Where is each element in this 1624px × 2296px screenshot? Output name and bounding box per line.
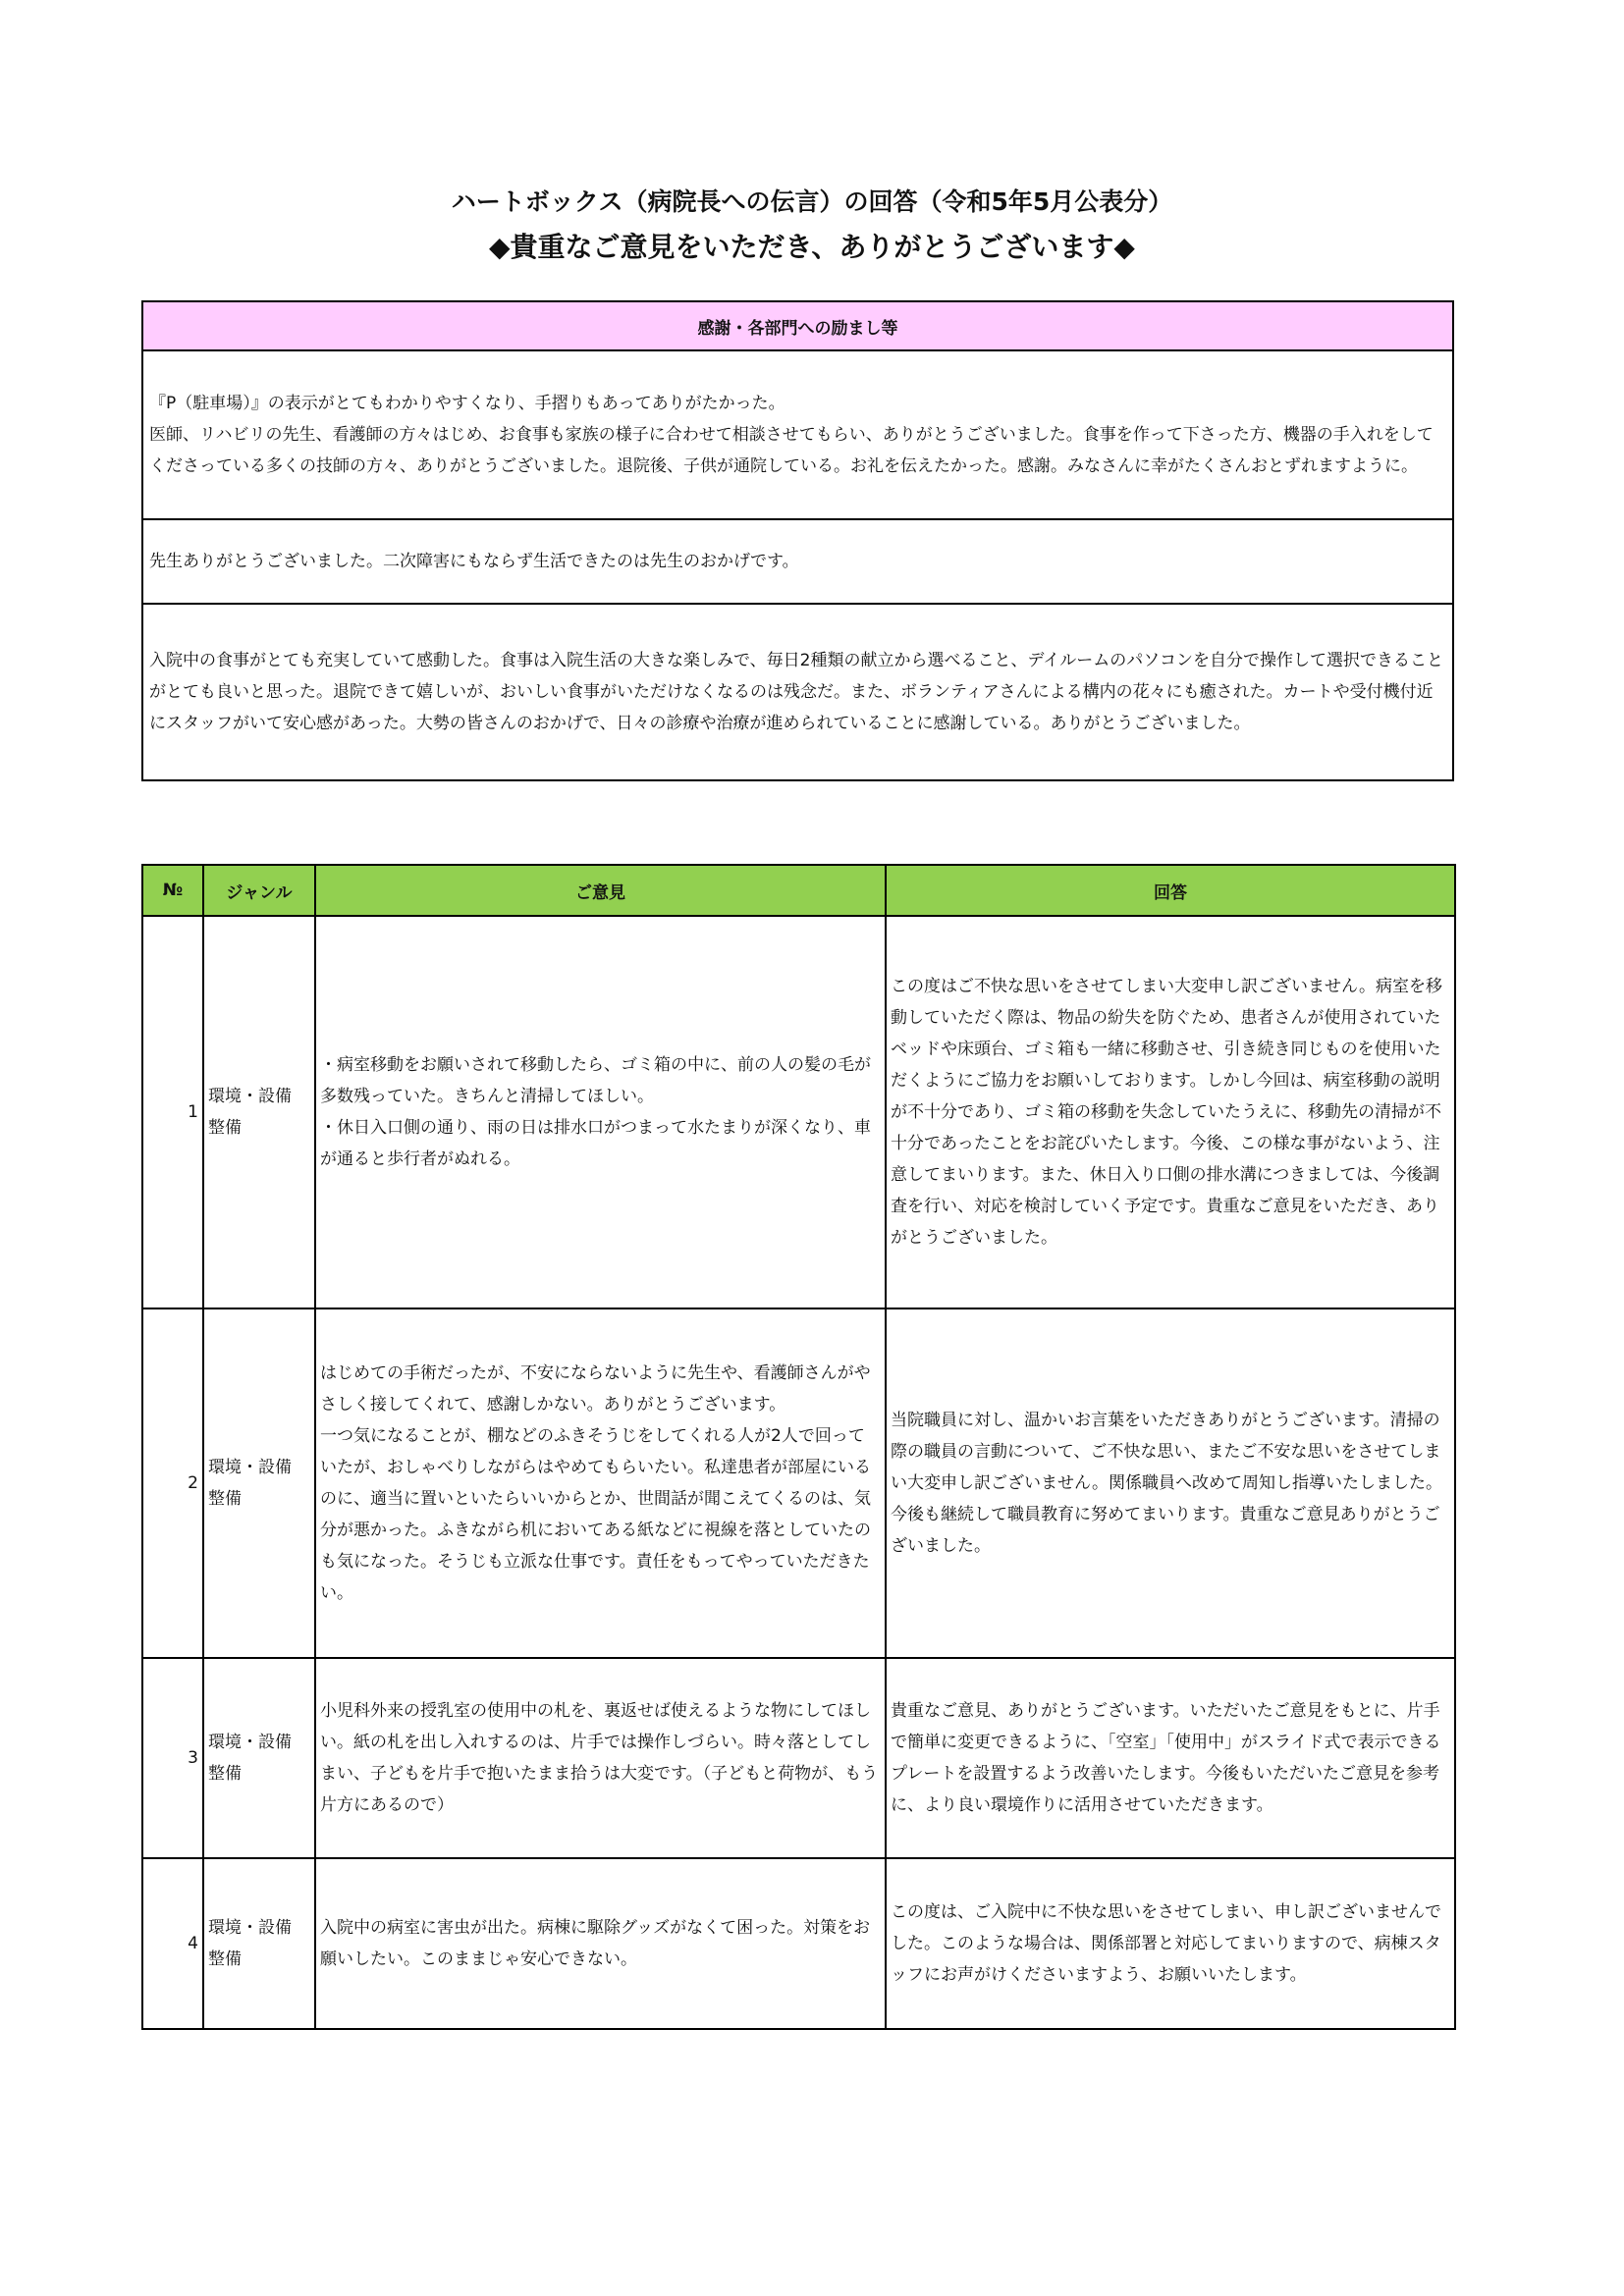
opinions-header-row — [142, 865, 1455, 916]
thanks-row — [142, 604, 1453, 780]
row-answer — [886, 1308, 1455, 1658]
row-answer — [886, 916, 1455, 1308]
thanks-message — [142, 519, 1453, 604]
header-opinion: ご意見 — [315, 865, 886, 916]
row-answer-text: この度は、ご入院中に不快な思いをさせてしまい、申し訳ございませんでした。このような場合は、関係部署と対応してまいりますので、病棟スタッフにお声がけくださいますよう、お願いいたします。 — [891, 1902, 1441, 1985]
page-title: ハートボックス（病院長への伝言）の回答（令和5年5月公表分） — [451, 187, 1173, 216]
table-row — [142, 1658, 1455, 1858]
header-answer: 回答 — [886, 865, 1455, 916]
row-opinion — [315, 916, 886, 1308]
row-genre — [203, 916, 315, 1308]
page-subtitle: ◆貴重なご意見をいただき、ありがとうございます◆ — [489, 231, 1135, 263]
thanks-message-text: 『P（駐車場）』の表示がとてもわかりやすくなり、手摺りもあってありがたかった。 医師、リハビリの先生、看護師の方々はじめ、お食事も家族の様子に合わせて相談させてもらい、ありがとうございました。食事を作って下さった方、機器の手入れをしてくださっている多くの技師の方々、ありがとうございました。退院後、子供が通院している。お礼を伝えたかった。感謝。みなさんに幸がたくさんおとずれますように。 — [149, 394, 1434, 476]
row-no: 1 — [142, 916, 203, 1308]
thanks-heading: 感謝・各部門への励まし等 — [142, 301, 1453, 350]
table-row — [142, 1858, 1455, 2029]
row-genre-text: 環境・設備 整備 — [208, 1458, 292, 1509]
row-genre — [203, 1858, 315, 2029]
row-opinion — [315, 1308, 886, 1658]
header-genre: ジャンル — [203, 865, 315, 916]
row-answer-text: 貴重なご意見、ありがとうございます。いただいたご意見をもとに、片手で簡単に変更できるように、「空室」「使用中」がスライド式で表示できるプレートを設置するよう改善いたします。今後もいただいたご意見を参考に、より良い環境作りに活用させていただきます。 — [891, 1701, 1441, 1815]
thanks-row — [142, 350, 1453, 519]
thanks-header-row — [142, 301, 1453, 350]
table-row — [142, 916, 1455, 1308]
row-answer-text: 当院職員に対し、温かいお言葉をいただきありがとうございます。清掃の際の職員の言動について、ご不快な思い、またご不安な思いをさせてしまい大変申し訳ございません。関係職員へ改めて周知し指導いたしました。今後も継続して職員教育に努めてまいります。貴重なご意見ありがとうございました。 — [891, 1411, 1443, 1556]
row-genre-text: 環境・設備 整備 — [208, 1087, 292, 1138]
row-genre — [203, 1308, 315, 1658]
row-no: 4 — [142, 1858, 203, 2029]
thanks-message — [142, 350, 1453, 519]
thanks-row — [142, 519, 1453, 604]
thanks-message — [142, 604, 1453, 780]
row-genre — [203, 1658, 315, 1858]
row-opinion-text: 入院中の病室に害虫が出た。病棟に駆除グッズがなくて困った。対策をお願いしたい。このままじゃ安心できない。 — [320, 1918, 871, 1969]
row-no: 3 — [142, 1658, 203, 1858]
row-opinion — [315, 1658, 886, 1858]
table-row — [142, 1308, 1455, 1658]
row-answer — [886, 1658, 1455, 1858]
row-answer-text: この度はご不快な思いをさせてしまい大変申し訳ございません。病室を移動していただく際は、物品の紛失を防ぐため、患者さんが使用されていたベッドや床頭台、ゴミ箱も一緒に移動させ、引き続き同じものを使用いただくようにご協力をお願いしております。しかし今回は、病室移動の説明が不十分であり、ゴミ箱の移動を失念していたうえに、移動先の清掃が不十分であったことをお詫びいたします。今後、この様な事がないよう、注意してまいります。また、休日入り口側の排水溝につきましては、今後調査を行い、対応を検討していく予定です。貴重なご意見をいただき、ありがとうございました。 — [891, 977, 1443, 1248]
row-opinion-text: はじめての手術だったが、不安にならないように先生や、看護師さんがやさしく接してくれて、感謝しかない。ありがとうございます。 一つ気になることが、棚などのふきそうじをしてくれる人が2人で回っていたが、おしゃべりしながらはやめてもらいたい。私達患者が部屋にいるのに、適当に置いといたらいいからとか、世間話が聞こえてくるのは、気分が悪かった。ふきながら机においてある紙などに視線を落としていたのも気になった。そうじも立派な仕事です。責任をもってやっていただきたい。 — [320, 1363, 871, 1603]
row-genre-text: 環境・設備 整備 — [208, 1733, 292, 1784]
row-genre-text: 環境・設備 整備 — [208, 1918, 292, 1969]
row-opinion-text: ・病室移動をお願いされて移動したら、ゴミ箱の中に、前の人の髪の毛が多数残っていた。きちんと清掃してほしい。 ・休日入口側の通り、雨の日は排水口がつまって水たまりが深くなり、車が通ると歩行者がぬれる。 — [320, 1055, 871, 1169]
row-answer — [886, 1858, 1455, 2029]
opinions-table — [141, 864, 1456, 2030]
row-no: 2 — [142, 1308, 203, 1658]
thanks-message-text: 入院中の食事がとても充実していて感動した。食事は入院生活の大きな楽しみで、毎日2種類の献立から選べること、デイルームのパソコンを自分で操作して選択できることがとても良いと思った。退院できて嬉しいが、おいしい食事がいただけなくなるのは残念だ。また、ボランティアさんによる構内の花々にも癒された。カートや受付機付近にスタッフがいて安心感があった。大勢の皆さんのおかげで、日々の診療や治療が進められていることに感謝している。ありがとうございました。 — [149, 651, 1443, 733]
thanks-message-text: 先生ありがとうございました。二次障害にもならず生活できたのは先生のおかげです。 — [149, 552, 799, 571]
header-no: № — [142, 865, 203, 916]
row-opinion-text: 小児科外来の授乳室の使用中の札を、裏返せば使えるような物にしてほしい。紙の札を出し入れするのは、片手では操作しづらい。時々落としてしまい、子どもを片手で抱いたまま拾うは大変です。（子どもと荷物が、もう片方にあるので） — [320, 1701, 879, 1815]
thanks-table — [141, 300, 1454, 781]
row-opinion — [315, 1858, 886, 2029]
